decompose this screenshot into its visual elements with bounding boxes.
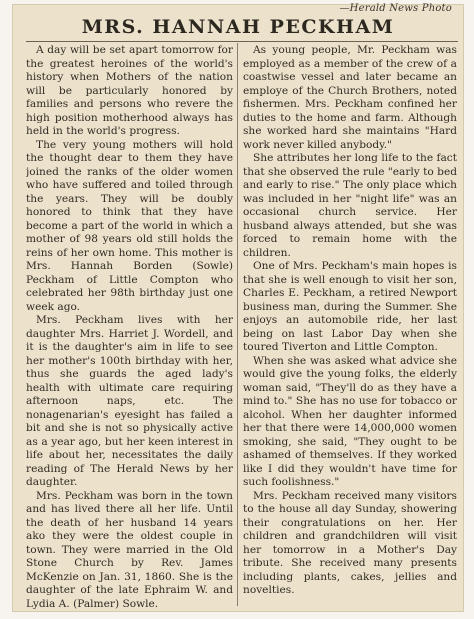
photo-credit: —Herald News Photo (339, 3, 452, 14)
left-column (26, 44, 233, 610)
paragraph: The very young mothers will hold the thought dear to them they have joined the ranks of the older women who have suffered and toiled through the years. They will be doubly honored to think that they have become a part of the world in which a mother of 98 years old still holds the reins of her own home. This mother is Mrs. Hannah Borden (Sowle) Peckham of Little Compton who celebrated her 98th birthday just one week ago. (26, 138, 233, 313)
column-divider (237, 43, 238, 606)
paragraph: Mrs. Peckham received many visitors to the house all day Sunday, showering their congratulations on her. Her children and grandchildren will visit her tomorrow in a Mother's Day tribute. She received many presents including plants, cakes, jellies and novelties. (243, 489, 457, 596)
paragraph: When she was asked what advice she would give the young folks, the elderly woman said, "They'll do as they have a mind to." She has no use for tobacco or alcohol. When her daughter informed her that there were 14,000,000 women smoking, she said, "They ought to be ashamed of themselves. If they worked like I did they wouldn't have time for such foolishness." (243, 354, 457, 488)
paragraph: Mrs. Peckham lives with her daughter Mrs. Harriet J. Wordell, and it is the daughter's aim in life to see her mother's 100th birthday with her, thus she guards the aged lady's health with ultimate care requiring afternoon naps, etc. The nonagenarian's eyesight has failed a bit and she is not so physically active as a year ago, but her keen interest in life about her, necessitates the daily reading of The Herald News by her daughter. (26, 314, 233, 488)
headline-rule (26, 41, 458, 42)
right-column (243, 44, 457, 610)
paragraph: One of Mrs. Peckham's main hopes is that she is well enough to visit her son, Charles E. Peckham, a retired Newport business man, during the Summer. She enjoys an automobile ride, her last being on last Labor Day when she toured Tiverton and Little Compton. (243, 260, 457, 353)
paragraph: Mrs. Peckham was born in the town and has lived there all her life. Until the death of her husband 14 years ako they were the oldest couple in town. They were married in the Old Stone Church by Rev. James McKenzie on Jan. 31, 1860. She is the daughter of the late Ephraim W. and Lydia A. (Palmer) Sowle. (26, 489, 233, 610)
paragraph: As young people, Mr. Peckham was employed as a member of the crew of a coastwise vessel and later became an employe of the Church Brothers, noted fishermen. Mrs. Peckham confined her duties to the home and farm. Although she worked hard she maintains "Hard work never killed anybody." (243, 44, 457, 151)
headline: MRS. HANNAH PECKHAM (81, 16, 395, 38)
paragraph: She attributes her long life to the fact that she observed the rule "early to bed and early to rise." The only place which was included in her "night life" was an occasional church service. Her husband always attended, but she was forced to remain home with the children. (243, 152, 457, 259)
paragraph: A day will be set apart tomorrow for the greatest heroines of the world's history when Mothers of the nation will be particularly honored by families and persons who revere the high position motherhood always has held in the world's progress. (26, 44, 233, 137)
newspaper-clipping (12, 4, 464, 612)
